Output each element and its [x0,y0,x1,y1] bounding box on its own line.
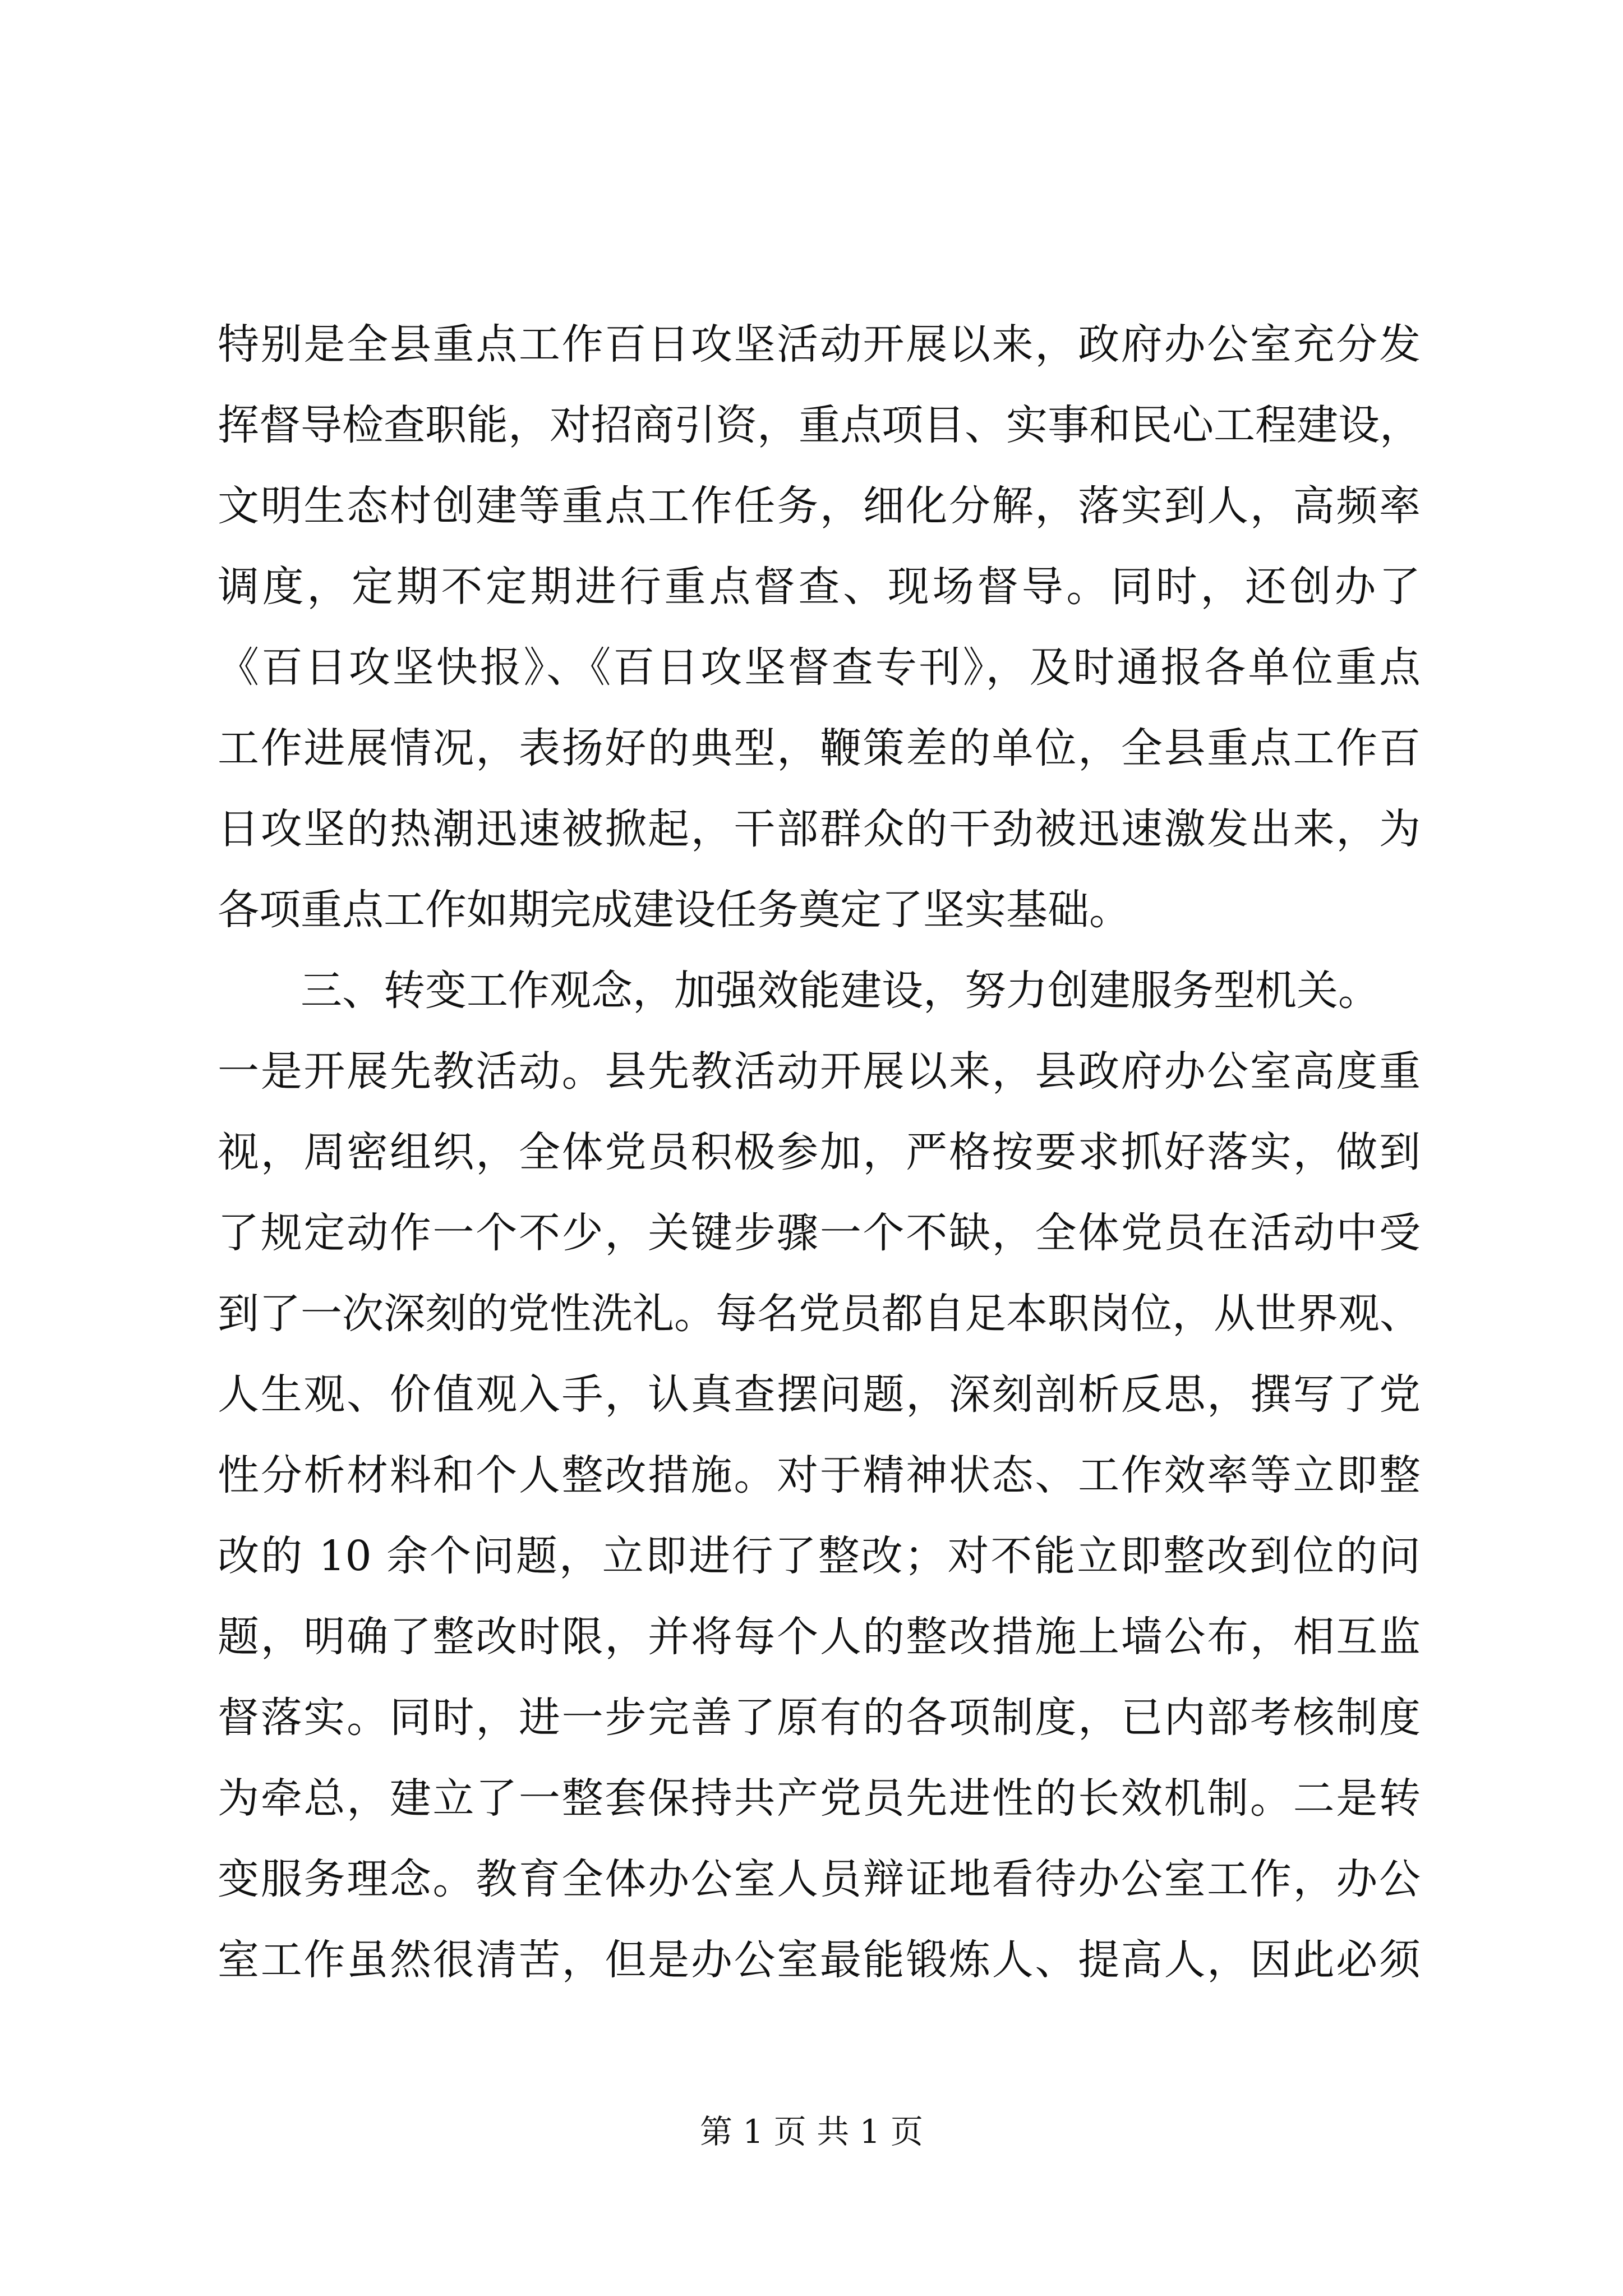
text-line: 改的 10 余个问题，立即进行了整改；对不能立即整改到位的问 [218,1532,1421,1580]
text-line: 性分析材料和个人整改措施。对于精神状态、工作效率等立即整 [218,1451,1421,1499]
body-text [218,304,1421,2000]
text-line: 人生观、价值观入手，认真查摆问题，深刻剖析反思，撰写了党 [218,1370,1421,1419]
text-line: 日攻坚的热潮迅速被掀起，干部群众的干劲被迅速激发出来，为 [218,805,1421,853]
text-line: 了规定动作一个不少，关键步骤一个不缺，全体党员在活动中受 [218,1209,1421,1257]
text-line: 室工作虽然很清苦，但是办公室最能锻炼人、提高人，因此必须 [218,1936,1421,1984]
page-footer: 第 1 页 共 1 页 [700,2113,923,2151]
text-line: 变服务理念。教育全体办公室人员辩证地看待办公室工作，办公 [218,1855,1421,1903]
text-line: 各项重点工作如期完成建设任务奠定了坚实基础。 [218,886,1131,934]
text-line: 督落实。同时，进一步完善了原有的各项制度，已内部考核制度 [218,1694,1421,1742]
text-line: 调度，定期不定期进行重点督查、现场督导。同时，还创办了 [218,563,1421,611]
text-line: 文明生态村创建等重点工作任务，细化分解，落实到人，高频率 [218,482,1421,530]
text-line: 《百日攻坚快报》、《百日攻坚督查专刊》，及时通报各单位重点 [218,643,1421,692]
section-heading-line: 三、转变工作观念，加强效能建设，努力创建服务型机关。 [301,967,1380,1015]
text-line: 到了一次深刻的党性洗礼。每名党员都自足本职岗位，从世界观、 [218,1290,1421,1338]
text-line: 视，周密组织，全体党员积极参加，严格按要求抓好落实，做到 [218,1128,1421,1176]
text-line: 特别是全县重点工作百日攻坚活动开展以来，政府办公室充分发 [218,320,1421,369]
text-line: 为牵总，建立了一整套保持共产党员先进性的长效机制。二是转 [218,1774,1421,1823]
text-line: 工作进展情况，表扬好的典型，鞭策差的单位，全县重点工作百 [218,724,1421,772]
text-line: 题，明确了整改时限，并将每个人的整改措施上墙公布，相互监 [218,1613,1421,1661]
text-line: 挥督导检查职能，对招商引资，重点项目、实事和民心工程建设， [218,401,1421,449]
text-line: 一是开展先教活动。县先教活动开展以来，县政府办公室高度重 [218,1047,1421,1096]
